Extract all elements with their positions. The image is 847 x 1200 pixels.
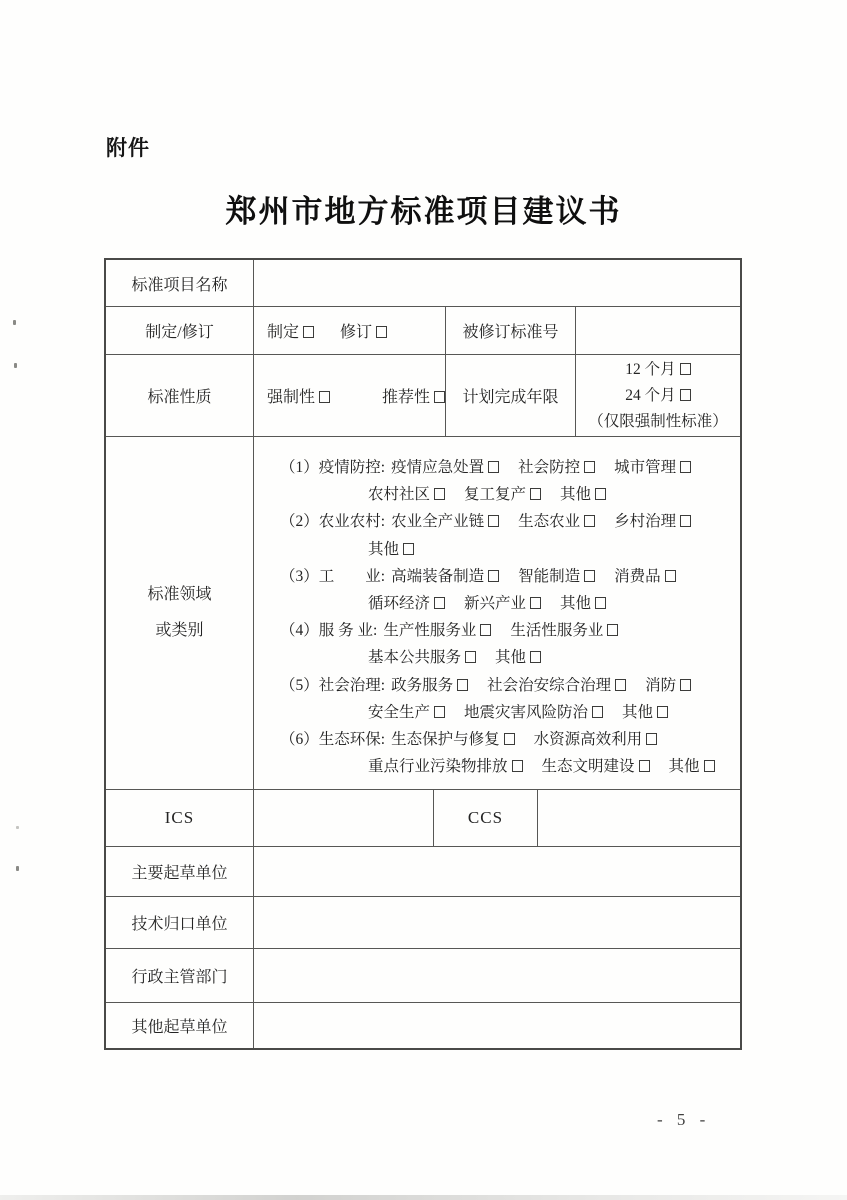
option-label: 推荐性 — [382, 389, 431, 406]
formulate-options-cell — [254, 307, 446, 354]
category-label: （1）疫情防控: — [280, 459, 386, 476]
category-line — [280, 617, 734, 644]
category-option-label: 新兴产业 — [464, 595, 527, 613]
formulate-revise-label-cell — [106, 307, 254, 354]
row-administrative-department — [106, 949, 740, 1003]
checkbox-icon — [488, 461, 499, 473]
proposal-form-table — [104, 258, 742, 1050]
checkbox-icon — [376, 326, 387, 338]
category-line — [280, 726, 734, 753]
checkbox-icon — [512, 760, 523, 772]
other-drafting-label: 其他起草单位 — [131, 1019, 228, 1036]
field-content-cell — [254, 437, 740, 789]
technical-label: 技术归口单位 — [131, 916, 228, 933]
category-line — [280, 644, 734, 671]
row-project-name — [106, 260, 740, 307]
category-option-label: 其他 — [368, 540, 400, 558]
checkbox-icon — [584, 461, 595, 473]
checkbox-icon — [530, 597, 541, 609]
checkbox-icon — [665, 570, 676, 582]
category-option-label: 生态文明建设 — [541, 758, 635, 776]
option-label: 12 个月 — [625, 360, 676, 378]
category-option — [391, 677, 468, 694]
category-option-label: 地震灾害风险防治 — [464, 703, 589, 721]
row-technical-unit — [106, 897, 740, 949]
category-line — [280, 672, 734, 699]
checkbox-icon — [595, 597, 606, 609]
ics-value-cell — [254, 790, 434, 846]
completion-label-cell — [446, 355, 576, 436]
checkbox-icon — [457, 679, 468, 691]
category-line — [280, 563, 734, 590]
checkbox-icon — [680, 461, 691, 473]
category-option-label: 城市管理 — [614, 459, 677, 476]
category-option-label: 社会防控 — [518, 459, 581, 476]
checkbox-icon — [434, 706, 445, 718]
category-line — [280, 481, 734, 508]
technical-label-cell — [106, 897, 254, 948]
category-option — [391, 568, 499, 585]
category-option — [518, 513, 595, 530]
category-option-label: 生态保护与修复 — [391, 731, 500, 749]
category-option-label: 农村社区 — [368, 486, 431, 504]
other-drafting-label-cell — [106, 1003, 254, 1048]
completion-label: 计划完成年限 — [462, 389, 559, 406]
category-option — [368, 486, 445, 503]
project-name-label: 标准项目名称 — [131, 276, 228, 294]
duration-option-12 — [625, 357, 690, 383]
field-label-line1: 标准领域 — [147, 586, 212, 603]
nature-options-cell — [254, 355, 446, 436]
formulate-option — [267, 319, 314, 342]
row-formulate-revise — [106, 307, 740, 355]
category-option — [669, 758, 715, 775]
category-option — [487, 677, 626, 694]
category-option — [614, 568, 676, 585]
row-main-drafting-unit — [106, 847, 740, 897]
category-label: （5）社会治理: — [280, 676, 386, 694]
category-label: （6）生态环保: — [280, 731, 386, 749]
ccs-label: CCS — [467, 808, 504, 827]
category-option — [391, 731, 515, 748]
revised-standard-no-value-cell — [576, 307, 740, 354]
category-option — [464, 595, 541, 612]
administrative-value-cell — [254, 949, 740, 1002]
category-line — [280, 590, 734, 617]
checkbox-icon — [530, 488, 541, 500]
option-label: 修订 — [340, 324, 373, 341]
row-other-drafting-units — [106, 1003, 740, 1048]
category-option-label: 消防 — [645, 676, 677, 694]
checkbox-icon — [680, 515, 691, 527]
page-number: - 5 - — [657, 1110, 711, 1129]
checkbox-icon — [592, 706, 603, 718]
nature-label: 标准性质 — [147, 389, 212, 406]
checkbox-icon — [657, 706, 668, 718]
other-drafting-value-cell — [254, 1003, 740, 1048]
category-option — [391, 513, 499, 530]
category-option-label: 其他 — [560, 595, 592, 613]
category-option-label: 基本公共服务 — [368, 649, 462, 667]
category-option-label: 复工复产 — [464, 486, 527, 504]
category-option — [560, 595, 606, 612]
category-option-label: 高端装备制造 — [391, 567, 485, 585]
checkbox-icon — [303, 326, 314, 338]
checkbox-icon — [488, 515, 499, 527]
category-option-label: 生产性服务业 — [383, 622, 477, 640]
option-label: 24 个月 — [625, 386, 676, 404]
main-drafting-value-cell — [254, 847, 740, 896]
category-line — [280, 454, 734, 481]
category-label: （2）农业农村: — [280, 513, 386, 531]
revised-standard-no-label-cell — [446, 307, 576, 354]
main-drafting-label-cell — [106, 847, 254, 896]
category-option-label: 其他 — [622, 703, 654, 721]
category-option-label: 安全生产 — [368, 703, 431, 721]
category-line — [280, 699, 734, 726]
category-option — [464, 486, 541, 503]
completion-options-cell — [576, 355, 740, 436]
category-option-label: 农业全产业链 — [391, 513, 485, 531]
revise-option — [340, 319, 387, 342]
option-label: 强制性 — [267, 389, 316, 406]
option-label: 制定 — [267, 324, 300, 341]
ics-label: ICS — [164, 808, 195, 827]
checkbox-icon — [434, 488, 445, 500]
category-option-label: 水资源高效利用 — [533, 731, 643, 749]
category-option-label: 消费品 — [614, 567, 661, 585]
completion-note: （仅限强制性标准） — [588, 412, 728, 430]
category-option — [495, 649, 541, 666]
category-option — [391, 459, 499, 476]
checkbox-icon — [646, 733, 657, 745]
revised-standard-no-label: 被修订标准号 — [462, 324, 559, 341]
checkbox-icon — [434, 391, 445, 403]
category-line — [280, 753, 734, 780]
row-standard-nature — [106, 355, 740, 437]
category-option — [614, 459, 691, 476]
checkbox-icon — [615, 679, 626, 691]
administrative-label-cell — [106, 949, 254, 1002]
row-ics-ccs — [106, 790, 740, 847]
category-option-label: 循环经济 — [368, 595, 431, 613]
checkbox-icon — [639, 760, 650, 772]
recommended-option — [382, 384, 445, 407]
checkbox-icon — [680, 363, 691, 375]
row-standard-field — [106, 437, 740, 790]
category-option — [368, 649, 476, 666]
category-option — [383, 622, 491, 639]
category-option-label: 其他 — [560, 486, 592, 504]
category-option — [368, 758, 523, 775]
checkbox-icon — [704, 760, 715, 772]
field-label-cell — [106, 437, 254, 789]
scan-speck — [13, 320, 16, 325]
scan-speck — [14, 363, 17, 368]
category-option — [518, 568, 595, 585]
administrative-label: 行政主管部门 — [131, 969, 228, 986]
nature-label-cell — [106, 355, 254, 436]
category-option — [534, 731, 658, 748]
checkbox-icon — [584, 570, 595, 582]
page-title: 郑州市地方标准项目建议书 — [225, 194, 622, 229]
ccs-value-cell — [538, 790, 740, 846]
project-name-label-cell — [106, 260, 254, 306]
checkbox-icon — [530, 651, 541, 663]
checkbox-icon — [480, 624, 491, 636]
category-option — [645, 677, 691, 694]
checkbox-icon — [680, 679, 691, 691]
category-option-label: 疫情应急处置 — [391, 459, 485, 476]
category-line — [280, 508, 734, 535]
category-option-label: 社会治安综合治理 — [487, 676, 612, 694]
category-label: （3）工 业: — [280, 567, 386, 585]
formulate-revise-label: 制定/修订 — [145, 324, 214, 341]
category-option-label: 政务服务 — [391, 676, 454, 694]
project-name-value-cell — [254, 260, 740, 306]
category-option — [368, 541, 414, 558]
checkbox-icon — [465, 651, 476, 663]
category-option — [518, 459, 595, 476]
checkbox-icon — [584, 515, 595, 527]
category-option — [510, 622, 618, 639]
checkbox-icon — [488, 570, 499, 582]
category-option — [614, 513, 691, 530]
checkbox-icon — [595, 488, 606, 500]
category-option-label: 智能制造 — [518, 567, 581, 585]
category-option — [368, 595, 445, 612]
attachment-label: 附件 — [106, 137, 150, 160]
category-line — [280, 536, 734, 563]
category-option-label: 生态农业 — [518, 513, 581, 531]
scan-edge-smudge — [0, 1195, 847, 1200]
ccs-label-cell — [434, 790, 538, 846]
category-option-label: 其他 — [668, 758, 700, 776]
checkbox-icon — [607, 624, 618, 636]
category-label: （4）服 务 业: — [280, 622, 378, 640]
category-option — [542, 758, 650, 775]
category-option — [622, 704, 668, 721]
technical-value-cell — [254, 897, 740, 948]
scan-speck — [16, 866, 19, 871]
field-label-line2: 或类别 — [155, 622, 204, 639]
category-option — [368, 704, 445, 721]
category-option-label: 其他 — [495, 649, 527, 667]
ics-label-cell — [106, 790, 254, 846]
duration-option-24 — [625, 383, 690, 409]
main-drafting-label: 主要起草单位 — [131, 865, 228, 882]
checkbox-icon — [319, 391, 330, 403]
category-option-label: 生活性服务业 — [510, 622, 604, 640]
checkbox-icon — [403, 543, 414, 555]
checkbox-icon — [504, 733, 515, 745]
category-option — [464, 704, 603, 721]
category-option — [560, 486, 606, 503]
mandatory-option — [267, 384, 330, 407]
category-option-label: 乡村治理 — [614, 513, 677, 531]
checkbox-icon — [434, 597, 445, 609]
checkbox-icon — [680, 389, 691, 401]
category-option-label: 重点行业污染物排放 — [368, 758, 508, 776]
scan-speck — [16, 826, 19, 829]
